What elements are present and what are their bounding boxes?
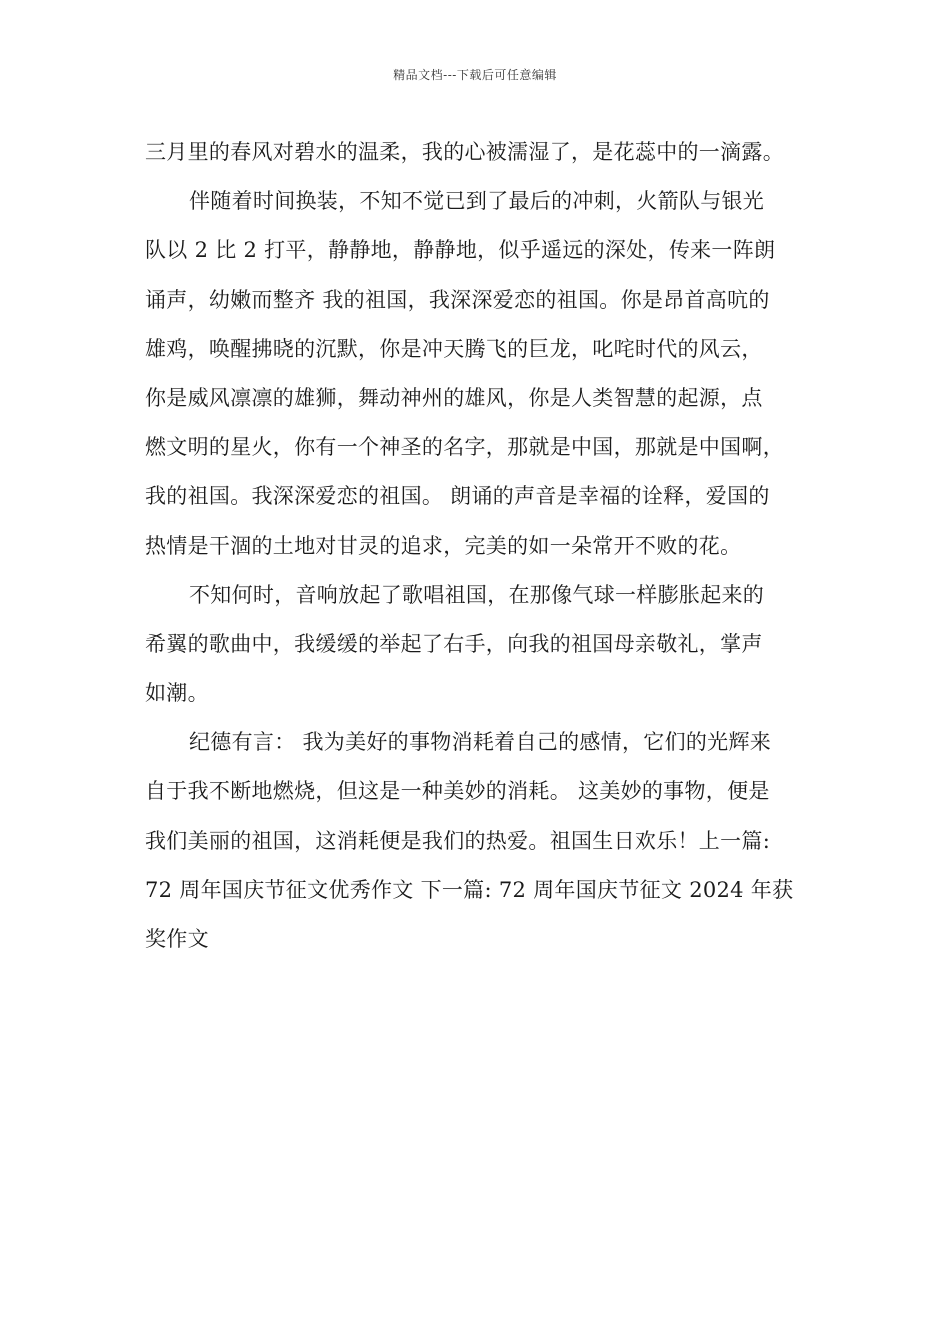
paragraph-start-line: 伴随着时间换装，不知不觉已到了最后的冲刺，火箭队与银光 bbox=[189, 189, 765, 214]
text-line: 我们美丽的祖国，这消耗便是我们的热爱。祖国生日欢乐！上一篇: bbox=[145, 828, 771, 853]
paragraph-start-line: 不知何时，音响放起了歌唱祖国，在那像气球一样膨胀起来的 bbox=[189, 582, 765, 607]
text-line: 你是威风凛凛的雄狮，舞动神州的雄风，你是人类智慧的起源，点 bbox=[145, 385, 763, 410]
text-line: 自于我不断地燃烧，但这是一种美妙的消耗。 这美妙的事物，便是 bbox=[145, 779, 770, 804]
text-line: 三月里的春风对碧水的温柔，我的心被濡湿了，是花蕊中的一滴露。 bbox=[145, 140, 784, 164]
text-line: 诵声，幼嫩而整齐 我的祖国，我深深爱恋的祖国。你是昂首高吭的 bbox=[145, 287, 770, 312]
text-line: 我的祖国。我深深爱恋的祖国。 朗诵的声音是幸福的诠释，爱国的 bbox=[145, 484, 770, 509]
text-line: 如潮。 bbox=[145, 681, 209, 706]
text-line: 奖作文 bbox=[145, 927, 209, 951]
page-header: 精品文档---下载后可任意编辑 bbox=[393, 68, 557, 82]
paragraph-start-line: 纪德有言： 我为美好的事物消耗着自己的感情，它们的光辉来 bbox=[189, 730, 772, 755]
text-line: 希翼的歌曲中，我缓缓的举起了右手，向我的祖国母亲敬礼，掌声 bbox=[145, 631, 763, 656]
text-line: 72 周年国庆节征文优秀作文 下一篇: 72 周年国庆节征文 2024 年获 bbox=[145, 877, 794, 902]
text-line: 燃文明的星火，你有一个神圣的名字，那就是中国，那就是中国啊， bbox=[145, 435, 784, 460]
text-line: 热情是干涸的土地对甘灵的追求，完美的如一朵常开不败的花。 bbox=[145, 533, 742, 558]
text-line: 队以 2 比 2 打平，静静地，静静地，似乎遥远的深处，传来一阵朗 bbox=[145, 238, 776, 263]
text-line: 雄鸡，唤醒拂晓的沉默，你是冲天腾飞的巨龙，叱咤时代的风云， bbox=[145, 336, 763, 361]
document-body bbox=[145, 128, 815, 964]
